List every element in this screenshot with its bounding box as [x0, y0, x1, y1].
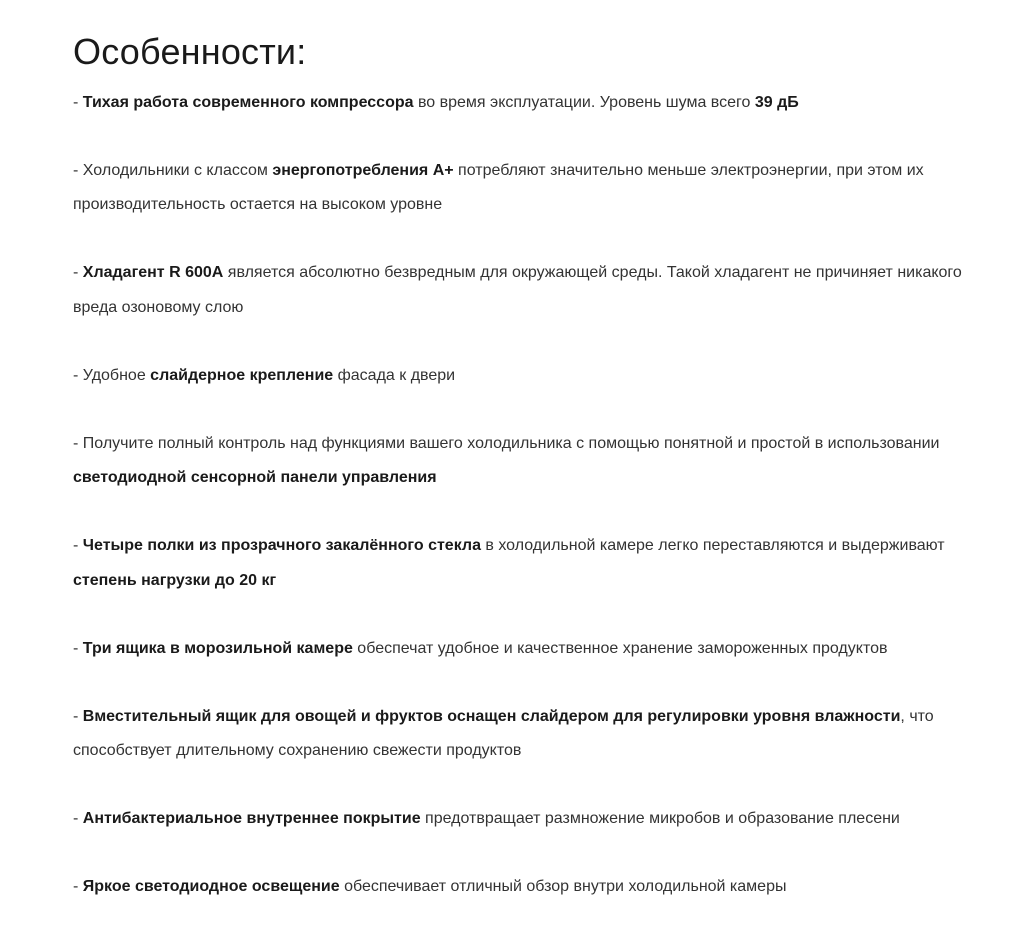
feature-item [73, 86, 1008, 120]
feature-highlight: 39 дБ [754, 94, 799, 111]
feature-text: - [73, 264, 83, 282]
feature-text: обеспечивает отличный обзор внутри холодильной камеры [339, 878, 787, 896]
feature-highlight: Три ящика в морозильной камере [82, 639, 353, 657]
feature-item [73, 632, 1008, 666]
feature-text: - [73, 537, 83, 555]
feature-highlight: Яркое светодиодное освещение [82, 878, 340, 896]
feature-text: - [73, 878, 83, 896]
feature-text: потребляют значительно меньше электроэнергии, при этом их производительность остается на высоком уровне [73, 162, 924, 214]
feature-text: - [73, 94, 83, 111]
page-title: Особенности: [73, 31, 307, 72]
feature-text: - Получите полный контроль над функциями вашего холодильника с помощью понятной и простой в использовании [73, 434, 940, 452]
feature-text: - [73, 707, 83, 725]
feature-item [73, 802, 1008, 836]
feature-item [73, 870, 1008, 904]
feature-highlight: Четыре полки из прозрачного закалённого стекла [82, 537, 481, 555]
feature-highlight: Хладагент R 600A [82, 264, 224, 282]
feature-text: предотвращает размножение микробов и образование плесени [420, 810, 900, 828]
feature-item [73, 359, 1008, 393]
feature-highlight: светодиодной сенсорной панели управления [73, 469, 437, 487]
feature-highlight: энергопотребления А+ [272, 162, 454, 179]
feature-highlight: слайдерное крепление [150, 366, 334, 384]
feature-highlight: степень нагрузки до 20 кг [73, 571, 277, 589]
feature-text: является абсолютно безвредным для окружающей среды. Такой хладагент не причиняет никакого вреда озоновому слою [73, 264, 962, 316]
feature-text: - [73, 810, 83, 828]
feature-text: фасада к двери [333, 366, 456, 384]
feature-item [73, 256, 1008, 325]
feature-item [73, 154, 1008, 223]
feature-item [73, 427, 1008, 496]
feature-text: - Холодильники с классом [73, 162, 273, 179]
feature-highlight: Вместительный ящик для овощей и фруктов оснащен слайдером для регулировки уровня влажности [82, 707, 901, 725]
feature-highlight: Антибактериальное внутреннее покрытие [82, 810, 421, 828]
features-list [73, 86, 1008, 904]
features-section [73, 28, 1008, 938]
feature-text: в холодильной камере легко переставляются и выдерживают [480, 537, 945, 555]
feature-text: - Удобное [73, 366, 151, 384]
feature-highlight: Тихая работа современного компрессора [82, 94, 414, 111]
feature-item [73, 529, 1008, 598]
feature-text: во время эксплуатации. Уровень шума всего [413, 94, 755, 111]
feature-text: , что способствует длительному сохранению свежести продуктов [73, 707, 934, 760]
feature-item [73, 700, 1008, 769]
feature-text: обеспечат удобное и качественное хранение замороженных продуктов [352, 639, 888, 657]
feature-text: - [73, 639, 83, 657]
